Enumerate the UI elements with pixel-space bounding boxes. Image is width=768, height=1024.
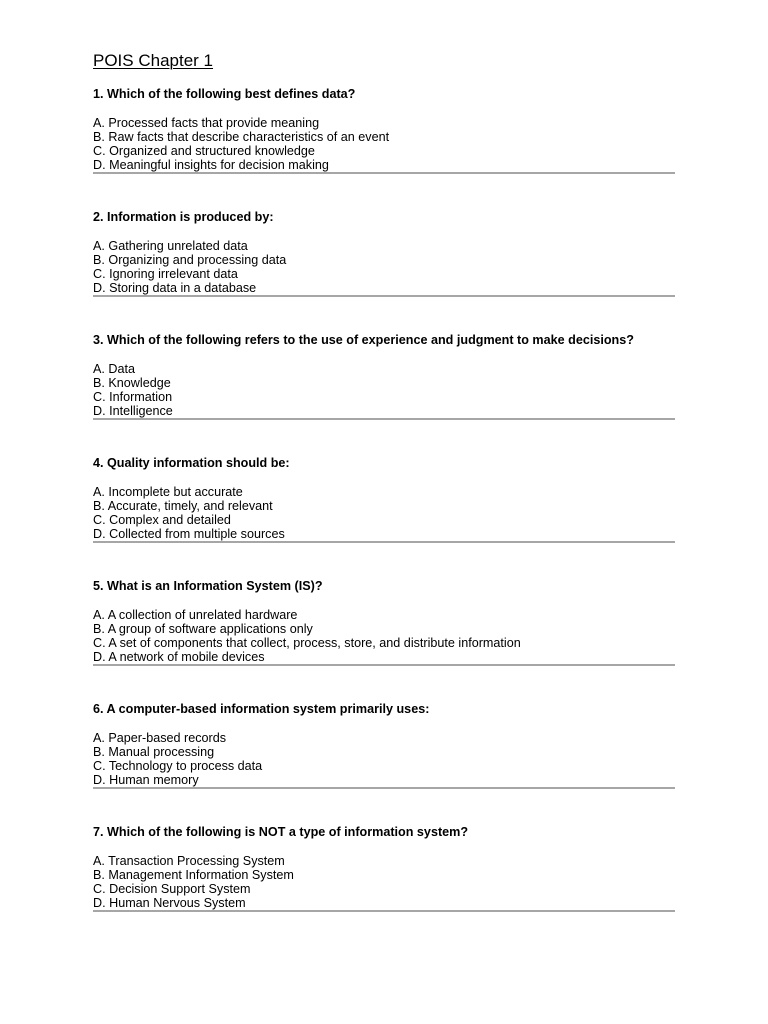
answer-option-b: B. Raw facts that describe characteristics of an event	[93, 130, 390, 144]
answer-option-b: B. Management Information System	[93, 868, 294, 882]
answer-option-b: B. A group of software applications only	[93, 622, 313, 636]
question-text: 5. What is an Information System (IS)?	[93, 579, 323, 593]
answer-option-a: A. Transaction Processing System	[93, 854, 285, 868]
answer-option-c: C. Complex and detailed	[93, 513, 231, 527]
answer-option-c: C. Information	[93, 390, 173, 404]
answer-option-b: B. Accurate, timely, and relevant	[93, 499, 273, 513]
question-text: 2. Information is produced by:	[93, 210, 274, 224]
answer-option-d: D. A network of mobile devices	[93, 650, 265, 664]
question-item	[93, 824, 675, 947]
question-text: 7. Which of the following is NOT a type of information system?	[93, 825, 469, 839]
question-text: 6. A computer-based information system primarily uses:	[93, 702, 430, 716]
answer-option-a: A. Paper-based records	[93, 731, 227, 745]
answer-options	[93, 239, 675, 297]
question-text: 4. Quality information should be:	[93, 456, 290, 470]
answer-option-c: C. Ignoring irrelevant data	[93, 267, 238, 281]
document-title: POIS Chapter 1	[93, 51, 214, 70]
answer-option-b: B. Knowledge	[93, 376, 171, 390]
answer-option-d: D. Intelligence	[93, 404, 173, 418]
answer-option-a: A. A collection of unrelated hardware	[93, 608, 298, 622]
answer-option-a: A. Data	[93, 362, 135, 376]
answer-option-d: D. Collected from multiple sources	[93, 527, 285, 541]
question-item	[93, 86, 675, 209]
answer-options	[93, 485, 675, 543]
answer-option-c: C. A set of components that collect, process, store, and distribute information	[93, 636, 521, 650]
question-item	[93, 332, 675, 455]
answer-option-d: D. Human Nervous System	[93, 896, 246, 910]
question-text: 1. Which of the following best defines data?	[93, 87, 356, 101]
answer-option-c: C. Decision Support System	[93, 882, 251, 896]
answer-option-d: D. Storing data in a database	[93, 281, 257, 295]
answer-option-b: B. Organizing and processing data	[93, 253, 287, 267]
question-item	[93, 701, 675, 824]
answer-option-a: A. Gathering unrelated data	[93, 239, 248, 253]
answer-options	[93, 854, 675, 912]
question-item	[93, 578, 675, 701]
answer-option-a: A. Processed facts that provide meaning	[93, 116, 320, 130]
answer-option-a: A. Incomplete but accurate	[93, 485, 243, 499]
answer-option-c: C. Technology to process data	[93, 759, 263, 773]
answer-options	[93, 362, 675, 420]
answer-options	[93, 731, 675, 789]
question-item	[93, 455, 675, 578]
answer-option-d: D. Human memory	[93, 773, 199, 787]
question-item	[93, 209, 675, 332]
answer-options	[93, 608, 675, 666]
answer-option-c: C. Organized and structured knowledge	[93, 144, 315, 158]
question-text: 3. Which of the following refers to the use of experience and judgment to make decisions?	[93, 333, 634, 347]
answer-option-d: D. Meaningful insights for decision making	[93, 158, 329, 172]
question-list	[93, 86, 675, 947]
document-page	[93, 50, 675, 947]
answer-option-b: B. Manual processing	[93, 745, 215, 759]
answer-options	[93, 116, 675, 174]
